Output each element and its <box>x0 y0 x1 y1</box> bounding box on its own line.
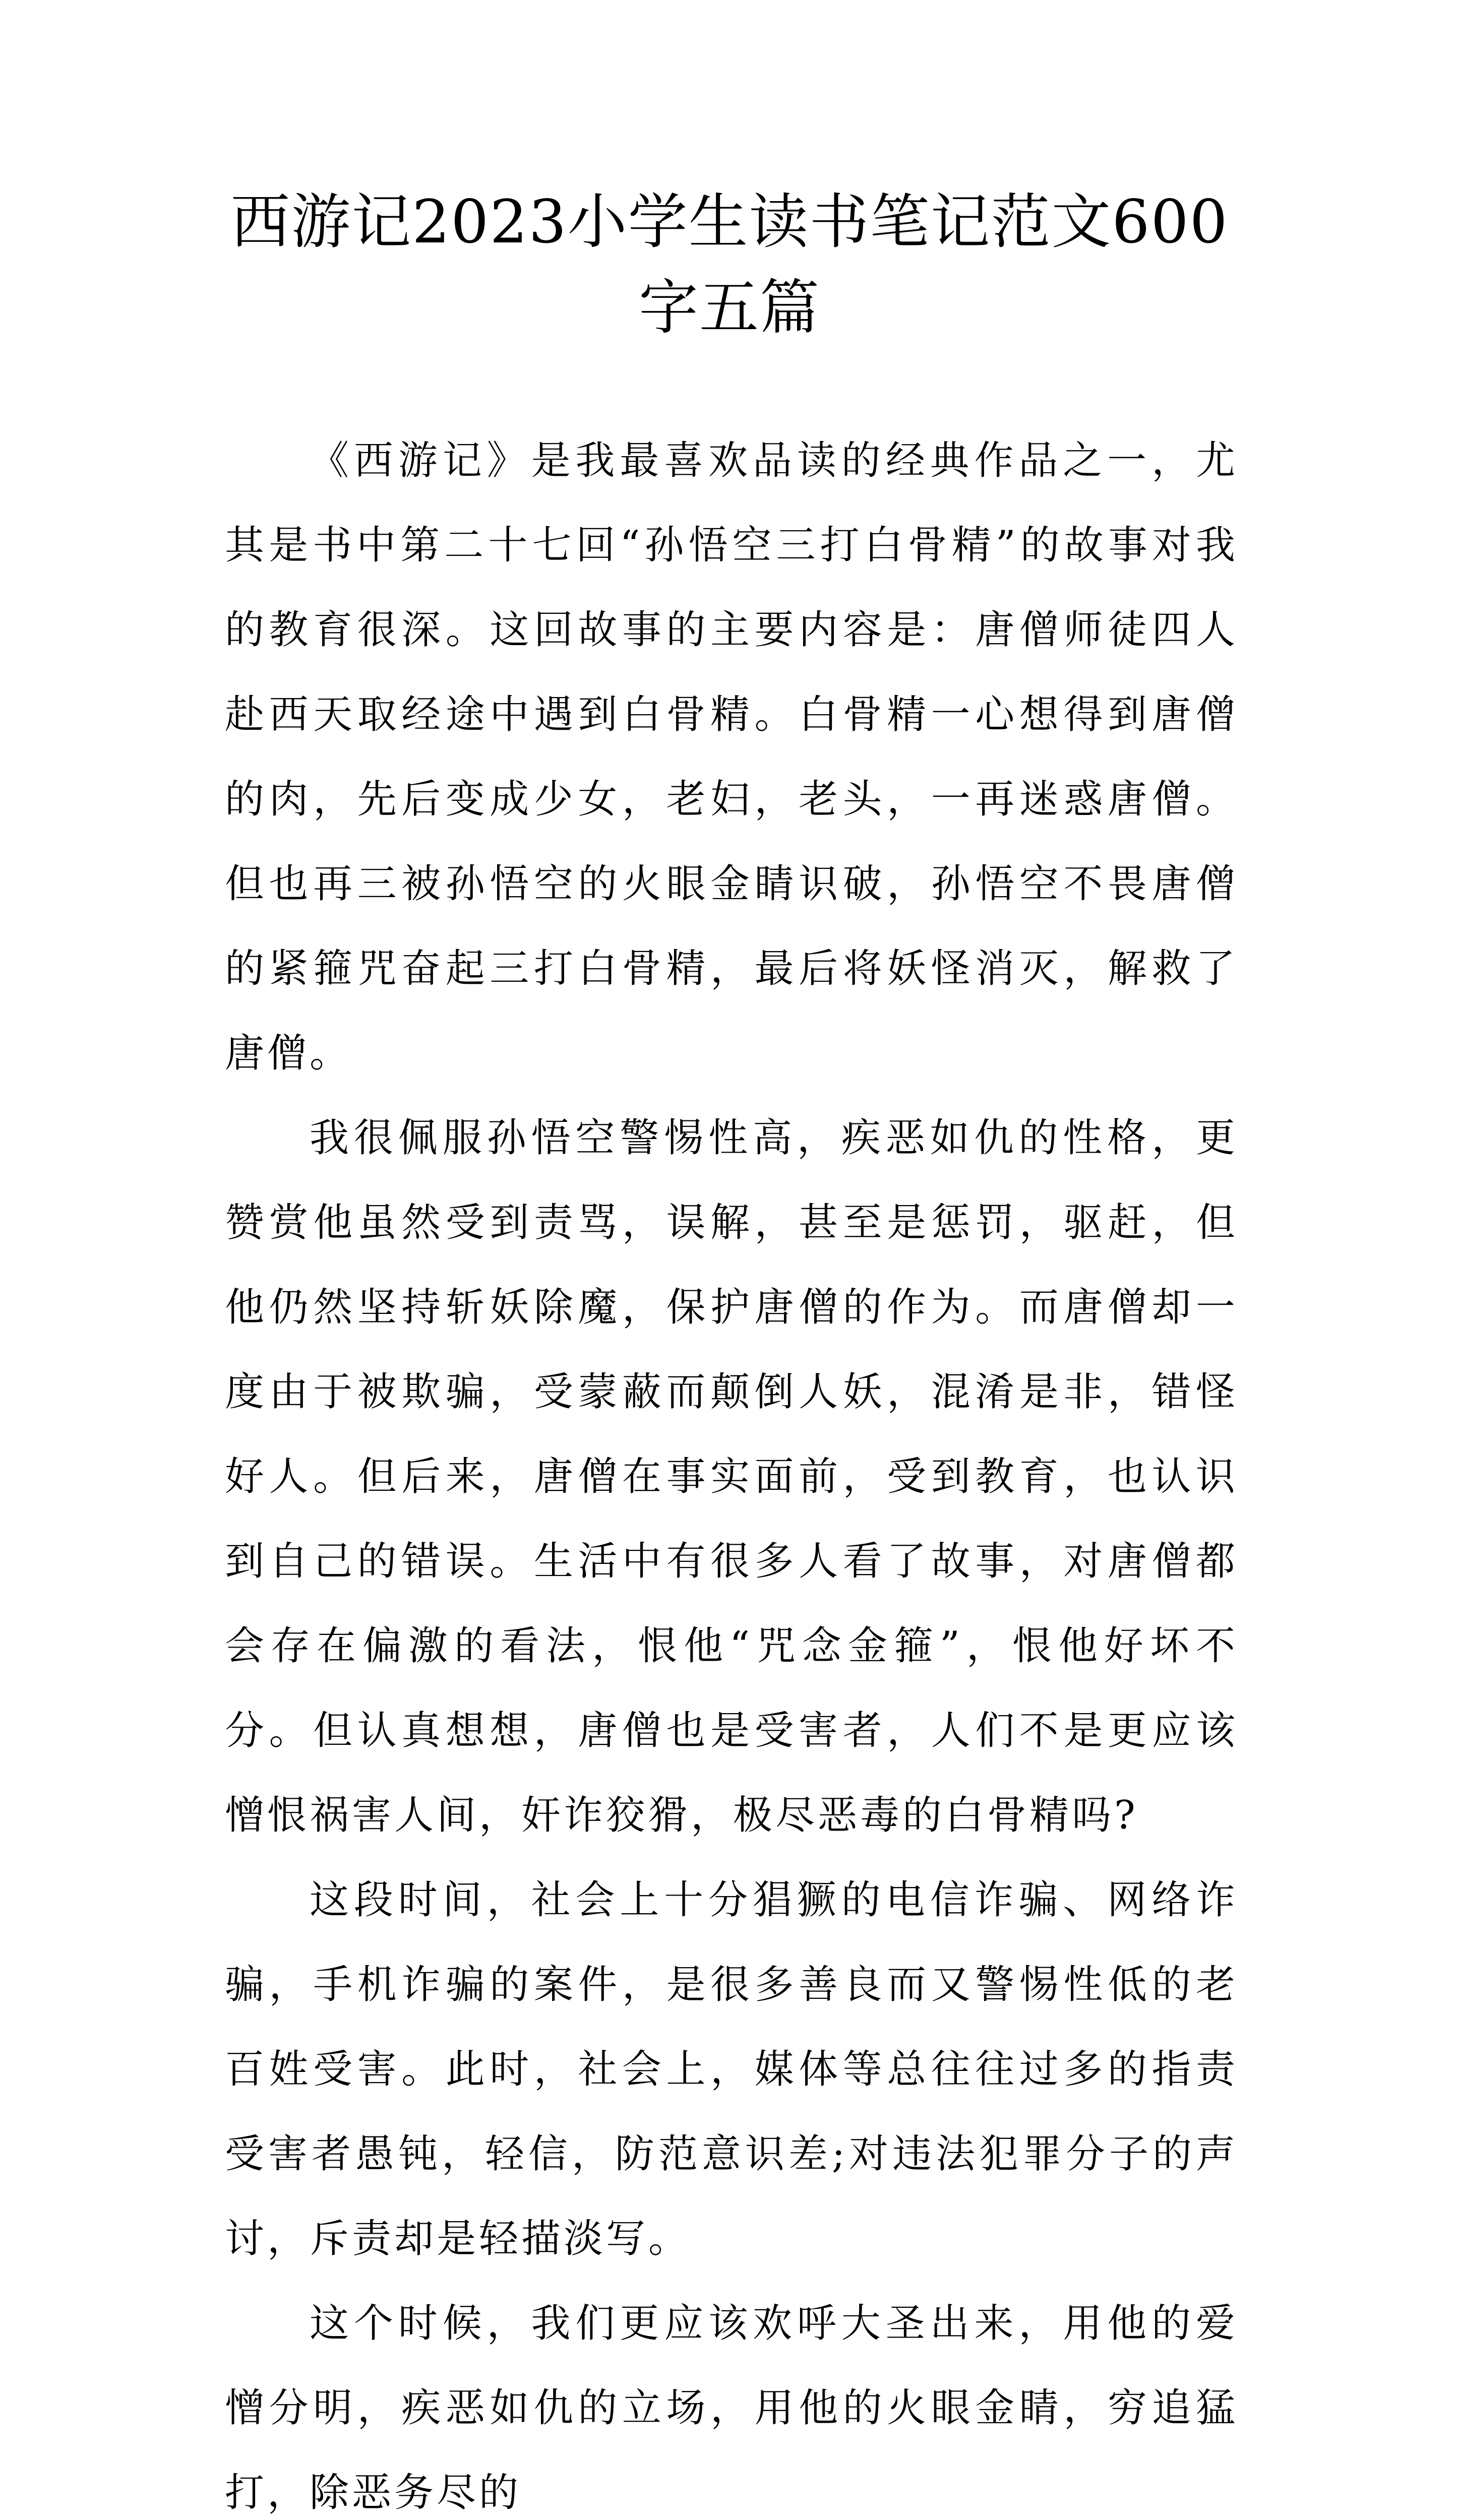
paragraph-1: 《西游记》是我最喜欢品读的经典作品之一，尤其是书中第二十七回“孙悟空三打白骨精”的故事对我的教育很深。这回故事的主要内容是：唐僧师徒四人赴西天取经途中遇到白骨精。白骨精一心想得到唐僧的肉，先后变成少女，老妇，老头，一再迷惑唐僧。但也再三被孙悟空的火眼金睛识破，孙悟空不畏唐僧的紧箍咒奋起三打白骨精，最后将妖怪消灭，解救了唐僧。 <box>225 438 1238 1076</box>
paragraph-4: 这个时候，我们更应该欢呼大圣出来，用他的爱憎分明，疾恶如仇的立场，用他的火眼金睛，穷追猛打，除恶务尽的 <box>225 2301 1238 2515</box>
document-body <box>225 418 1238 2520</box>
paragraph-3: 这段时间，社会上十分猖獗的电信诈骗、网络诈骗，手机诈骗的案件，是很多善良而又警惕性低的老百姓受害。此时，社会上，媒体等总往往过多的指责受害者愚钝，轻信，防范意识差;对违法犯罪分子的声讨，斥责却是轻描淡写。 <box>225 1877 1238 2261</box>
document-title: 西游记2023小学生读书笔记范文600字五篇 <box>230 187 1229 342</box>
paragraph-2: 我很佩服孙悟空警惕性高，疾恶如仇的性格，更赞赏他虽然受到责骂，误解，甚至是惩罚，驱赶，但他仍然坚持斩妖除魔，保护唐僧的作为。而唐僧却一度由于被欺骗，受蒙蔽而颠倒人妖，混淆是非，错怪好人。但后来，唐僧在事实面前，受到教育，也认识到自己的错误。生活中有很多人看了故事，对唐僧都会存在偏激的看法，恨他“咒念金箍”，恨他好坏不分。但认真想想，唐僧也是受害者，人们不是更应该憎恨祸害人间，奸诈狡猾，极尽恶毒的白骨精吗? <box>225 1115 1238 1838</box>
